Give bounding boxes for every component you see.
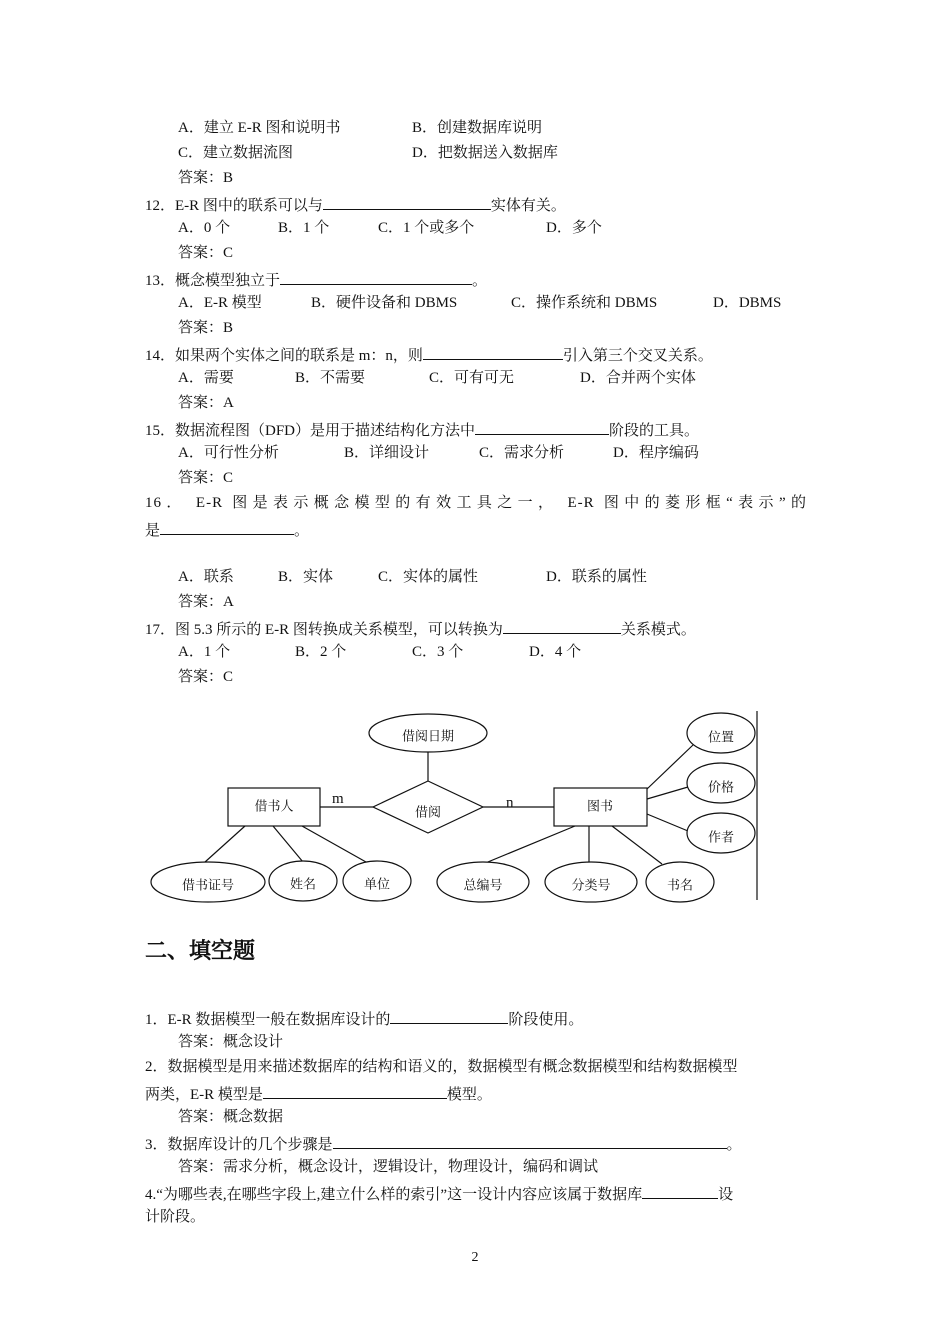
q14-option-d: D．合并两个实体 — [580, 370, 696, 386]
q11-option-d: D．把数据送入数据库 — [412, 145, 558, 161]
q11-option-c: C．建立数据流图 — [178, 145, 294, 161]
fill1-answer: 答案：概念设计 — [178, 1034, 284, 1050]
q13-stem-after: 。 — [472, 273, 488, 289]
q15-answer: 答案：C — [178, 470, 234, 486]
q17-option-c: C．3 个 — [412, 644, 464, 660]
q14-option-a: A．需要 — [178, 370, 234, 386]
fill3-stem-after: 。 — [726, 1137, 742, 1153]
q16-option-a: A．联系 — [178, 569, 234, 585]
q15-option-c: C．需求分析 — [479, 445, 565, 461]
edge-book-author — [647, 814, 688, 831]
fill4-stem-before: 4.“为哪些表,在哪些字段上,建立什么样的索引”这一设计内容应该属于数据库 — [145, 1187, 643, 1203]
attr-borrow-date-label: 借阅日期 — [401, 729, 455, 745]
edge-borrower-cardno — [205, 826, 245, 862]
q11-option-b: B．创建数据库说明 — [412, 120, 543, 136]
attr-card-number-label: 借书证号 — [181, 878, 235, 894]
q14-stem-after: 引入第三个交叉关系。 — [562, 348, 713, 364]
q12-stem-before: 12．E-R 图中的联系可以与 — [145, 198, 323, 214]
fill2-blank — [263, 1082, 447, 1099]
fill3-stem-before: 3．数据库设计的几个步骤是 — [145, 1137, 333, 1153]
attr-class-number-label: 分类号 — [571, 878, 611, 894]
q16-stem-before: 是 — [145, 523, 161, 539]
q14-answer: 答案：A — [178, 395, 234, 411]
cardinality-n: n — [506, 795, 514, 811]
q12-stem-after: 实体有关。 — [490, 198, 566, 214]
q14-stem-before: 14．如果两个实体之间的联系是 m：n，则 — [145, 348, 423, 364]
q14-option-b: B．不需要 — [295, 370, 366, 386]
fill4-stem-line1 — [145, 1182, 733, 1205]
edge-book-title — [612, 826, 662, 864]
q15-stem-after: 阶段的工具。 — [609, 423, 700, 439]
fill1-blank — [390, 1007, 508, 1024]
q17-stem-after: 关系模式。 — [620, 622, 696, 638]
edge-borrower-name — [273, 826, 303, 862]
q12-answer: 答案：C — [178, 245, 234, 261]
attr-price-label: 价格 — [707, 780, 735, 796]
q13-option-d: D．DBMS — [713, 295, 782, 311]
fill1-stem — [145, 1007, 583, 1030]
entity-borrower-label: 借书人 — [254, 799, 294, 815]
q12-option-a: A．0 个 — [178, 220, 231, 236]
fill3-answer: 答案：需求分析，概念设计，逻辑设计，物理设计，编码和调试 — [178, 1159, 599, 1175]
attr-author-label: 作者 — [707, 830, 735, 846]
edge-book-price — [647, 787, 688, 799]
cardinality-m: m — [332, 791, 344, 807]
q16-option-c: C．实体的属性 — [378, 569, 479, 585]
q15-option-b: B．详细设计 — [344, 445, 430, 461]
fill2-answer: 答案：概念数据 — [178, 1109, 284, 1125]
q13-option-b: B．硬件设备和 DBMS — [311, 295, 458, 311]
q17-stem-before: 17．图 5.3 所示的 E-R 图转换成关系模型，可以转换为 — [145, 622, 503, 638]
q17-option-d: D．4 个 — [529, 644, 582, 660]
edge-borrower-unit — [302, 826, 366, 862]
fill4-blank — [642, 1182, 718, 1199]
attr-total-number-label: 总编号 — [463, 878, 503, 894]
q16-stem-after: 。 — [294, 523, 310, 539]
fill2-stem-line2 — [145, 1082, 492, 1105]
q15-stem-before: 15．数据流程图（DFD）是用于描述结构化方法中 — [145, 423, 476, 439]
attr-unit-label: 单位 — [363, 877, 391, 893]
q12-option-c: C．1 个或多个 — [378, 220, 475, 236]
fill4-stem-after: 设 — [718, 1187, 734, 1203]
q16-stem-line1: 16． E-R 图是表示概念模型的有效工具之一， E-R 图中的菱形框“表示”的 — [145, 495, 807, 511]
q13-stem-before: 13．概念模型独立于 — [145, 273, 281, 289]
q12-option-b: B．1 个 — [278, 220, 330, 236]
fill3-blank — [333, 1132, 727, 1149]
edge-book-totalno — [483, 826, 575, 864]
fill1-stem-after: 阶段使用。 — [508, 1012, 584, 1028]
fill2-stem-after: 模型。 — [446, 1087, 492, 1103]
fill3-stem — [145, 1132, 742, 1155]
q13-answer: 答案：B — [178, 320, 234, 336]
q16-option-b: B．实体 — [278, 569, 334, 585]
fill2-stem-line1: 2．数据模型是用来描述数据库的结构和语义的，数据模型有概念数据模型和结构数据模型 — [145, 1059, 738, 1075]
fill4-stem-line2: 计阶段。 — [145, 1209, 206, 1225]
q15-option-d: D．程序编码 — [613, 445, 699, 461]
q14-option-c: C．可有可无 — [429, 370, 515, 386]
q17-option-a: A．1 个 — [178, 644, 231, 660]
q15-option-a: A．可行性分析 — [178, 445, 279, 461]
q11-answer: 答案：B — [178, 170, 234, 186]
q11-option-a: A．建立 E-R 图和说明书 — [178, 120, 341, 136]
attr-name-label: 姓名 — [289, 877, 317, 893]
fill1-stem-before: 1．E-R 数据模型一般在数据库设计的 — [145, 1012, 391, 1028]
attr-book-title-label: 书名 — [666, 878, 694, 894]
q17-answer: 答案：C — [178, 669, 234, 685]
relationship-label: 借阅 — [414, 805, 442, 821]
q16-answer: 答案：A — [178, 594, 234, 610]
entity-book-label: 图书 — [586, 799, 614, 815]
q13-option-a: A．E-R 模型 — [178, 295, 262, 311]
fill2-stem-before: 两类，E-R 模型是 — [145, 1087, 263, 1103]
edge-book-location — [647, 745, 693, 789]
q16-option-d: D．联系的属性 — [546, 569, 647, 585]
q12-option-d: D．多个 — [546, 220, 602, 236]
q17-option-b: B．2 个 — [295, 644, 347, 660]
page-number: 2 — [471, 1250, 479, 1265]
q13-option-c: C．操作系统和 DBMS — [511, 295, 658, 311]
attr-location-label: 位置 — [707, 730, 735, 746]
section-heading-fill-in: 二、填空题 — [145, 939, 256, 964]
